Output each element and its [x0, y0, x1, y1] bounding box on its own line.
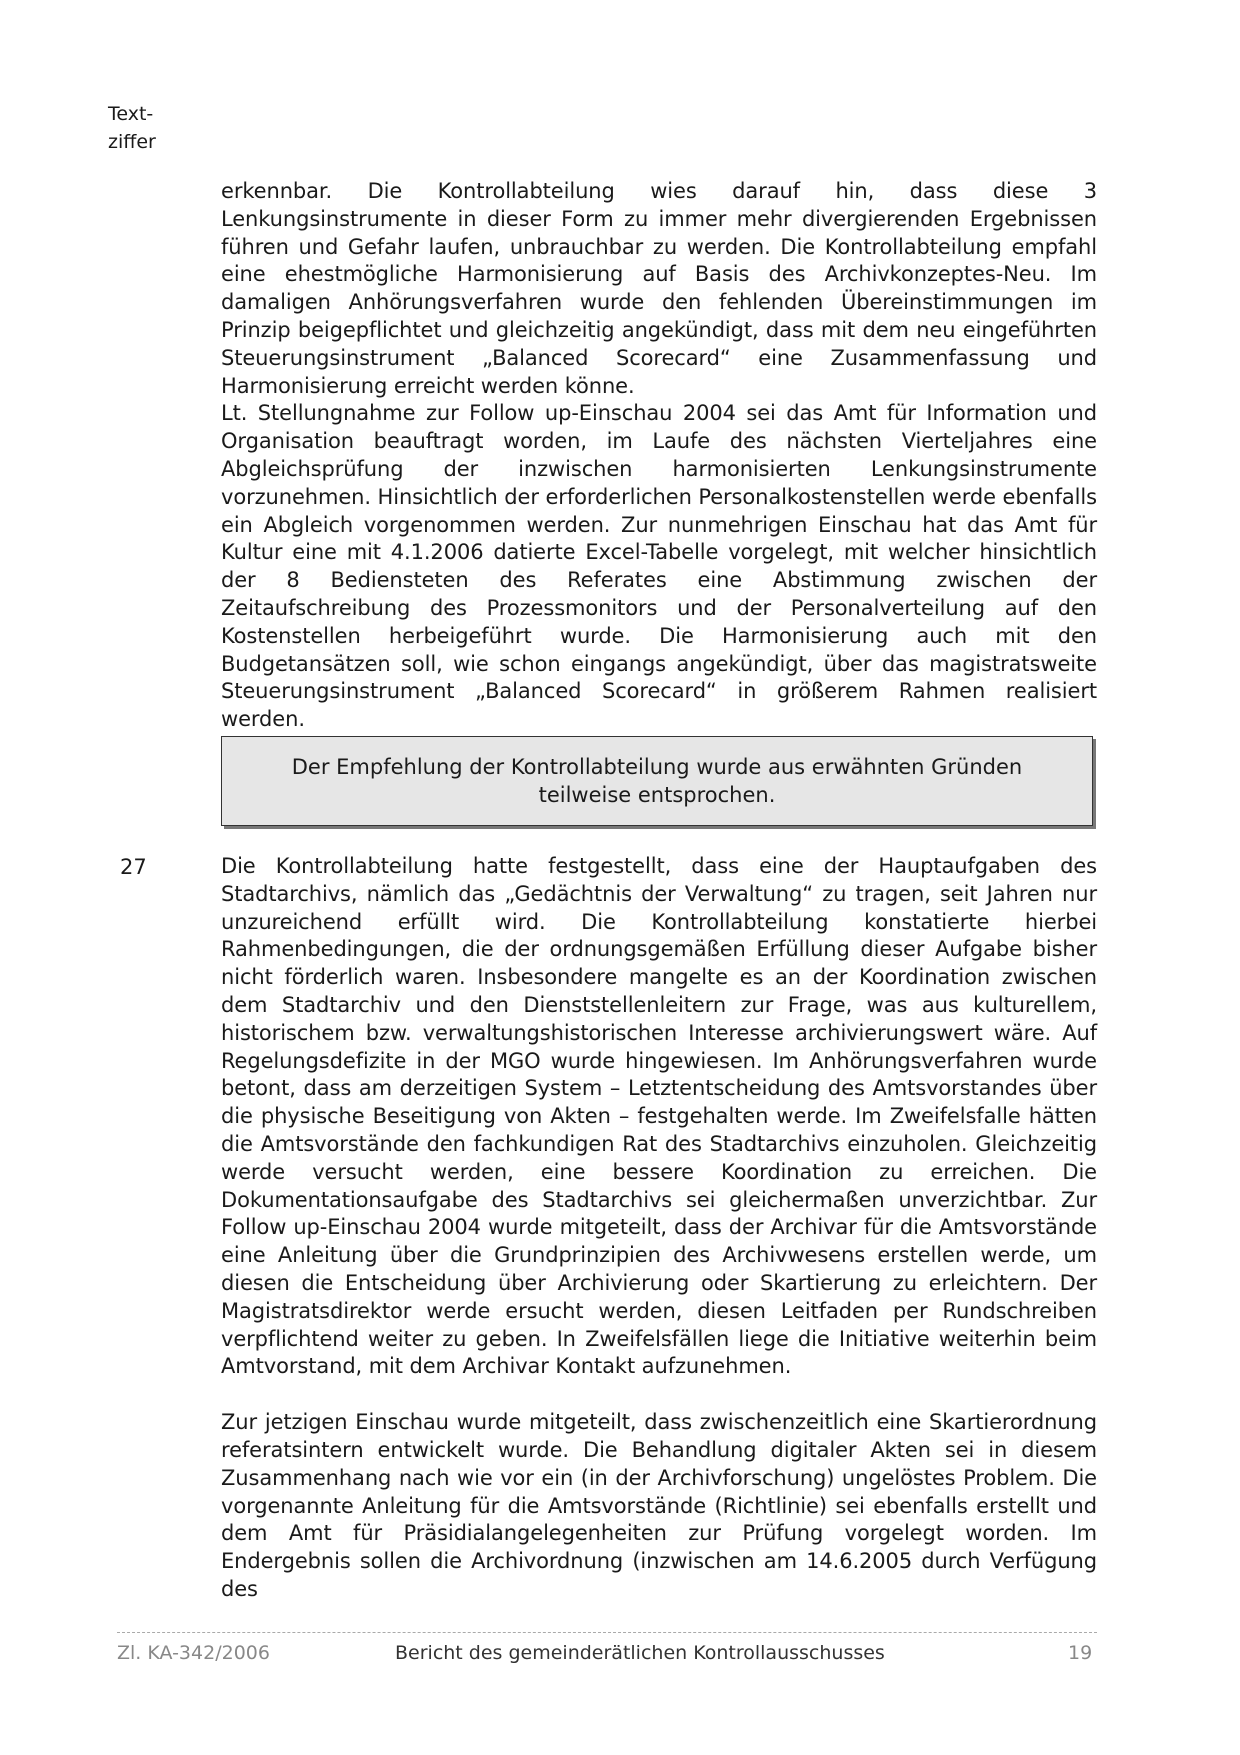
margin-label-line-2: ziffer: [108, 131, 156, 153]
section-a-text: [221, 178, 1097, 734]
result-box: [221, 736, 1093, 826]
result-box-line-2: teilweise entsprochen.: [538, 783, 776, 807]
result-box-line-1: Der Empfehlung der Kontrollabteilung wurde aus erwähnten Gründen: [291, 755, 1023, 779]
section-27-text: [221, 853, 1097, 1604]
margin-label: [108, 100, 156, 156]
footer-title: Bericht des gemeinderätlichen Kontrollausschusses: [395, 1642, 885, 1664]
footer-reference: Zl. KA-342/2006: [117, 1642, 270, 1664]
paragraph: erkennbar. Die Kontrollabteilung wies darauf hin, dass diese 3 Lenkungsinstrumente in dieser Form zu immer mehr divergierenden Ergebnissen führen und Gefahr laufen, unbrauchbar zu werden. Die Kontrollabteilung empfahl eine ehestmögliche Harmonisierung auf Basis des Archivkonzeptes-Neu. Im damaligen Anhörungsverfahren wurde den fehlenden Übereinstimmungen im Prinzip beigepflichtet und gleichzeitig angekündigt, dass mit dem neu eingeführten Steuerungsinstrument „Balanced Scorecard“ eine Zusammenfassung und Harmonisierung erreicht werden könne.: [221, 179, 1097, 398]
paragraph-number: 27: [120, 855, 147, 879]
footer-divider: [117, 1632, 1097, 1633]
margin-label-line-1: Text-: [108, 103, 154, 125]
paragraph: Zur jetzigen Einschau wurde mitgeteilt, dass zwischenzeitlich eine Skartierordnung referatsintern entwickelt wurde. Die Behandlung digitaler Akten sei in diesem Zusammenhang nach wie vor ein (in der Archivforschung) ungelöstes Problem. Die vorgenannte Anleitung für die Amtsvorstände (Richtlinie) sei ebenfalls erstellt und dem Amt für Präsidialangelegenheiten zur Prüfung vorgelegt worden. Im Endergebnis sollen die Archivordnung (inzwischen am 14.6.2005 durch Verfügung des: [221, 1410, 1097, 1601]
paragraph: Die Kontrollabteilung hatte festgestellt, dass eine der Hauptaufgaben des Stadtarchivs, nämlich das „Gedächtnis der Verwaltung“ zu tragen, seit Jahren nur unzureichend erfüllt wird. Die Kontrollabteilung konstatierte hierbei Rahmenbedingungen, die der ordnungsgemäßen Erfüllung dieser Aufgabe bisher nicht förderlich waren. Insbesondere mangelte es an der Koordination zwischen dem Stadtarchiv und den Dienststellenleitern zur Frage, was aus kulturellem, historischem bzw. verwaltungshistorischen Interesse archivierungswert wäre. Auf Regelungsdefizite in der MGO wurde hingewiesen. Im Anhörungsverfahren wurde betont, dass am derzeitigen System – Letztentscheidung des Amtsvorstandes über die physische Beseitigung von Akten – festgehalten werde. Im Zweifelsfalle hätten die Amtsvorstände den fachkundigen Rat des Stadtarchivs einzuholen. Gleichzeitig werde versucht werden, eine bessere Koordination zu erreichen. Die Dokumentationsaufgabe des Stadtarchivs sei gleichermaßen unverzichtbar. Zur Follow up-Einschau 2004 wurde mitgeteilt, dass der Archivar für die Amtsvorstände eine Anleitung über die Grundprinzipien des Archivwesens erstellen werde, um diesen die Entscheidung über Archivierung oder Skartierung zu erleichtern. Der Magistratsdirektor werde ersucht werden, diesen Leitfaden per Rundschreiben verpflichtend weiter zu geben. In Zweifelsfällen liege die Initiative weiterhin beim Amtvorstand, mit dem Archivar Kontakt aufzunehmen.: [221, 854, 1097, 1379]
page-number: 19: [1068, 1642, 1093, 1664]
paragraph: Lt. Stellungnahme zur Follow up-Einschau 2004 sei das Amt für Information und Organisation beauftragt worden, im Laufe des nächsten Vierteljahres eine Abgleichsprüfung der inzwischen harmonisierten Lenkungsinstrumente vorzunehmen. Hinsichtlich der erforderlichen Personalkostenstellen werde ebenfalls ein Abgleich vorgenommen werden. Zur nunmehrigen Einschau hat das Amt für Kultur eine mit 4.1.2006 datierte Excel-Tabelle vorgelegt, mit welcher hinsichtlich der 8 Bediensteten des Referates eine Abstimmung zwischen der Zeitaufschreibung des Prozessmonitors und der Personalverteilung auf den Kostenstellen herbeigeführt wurde. Die Harmonisierung auch mit den Budgetansätzen soll, wie schon eingangs angekündigt, über das magistratsweite Steuerungsinstrument „Balanced Scorecard“ in größerem Rahmen realisiert werden.: [221, 401, 1097, 732]
